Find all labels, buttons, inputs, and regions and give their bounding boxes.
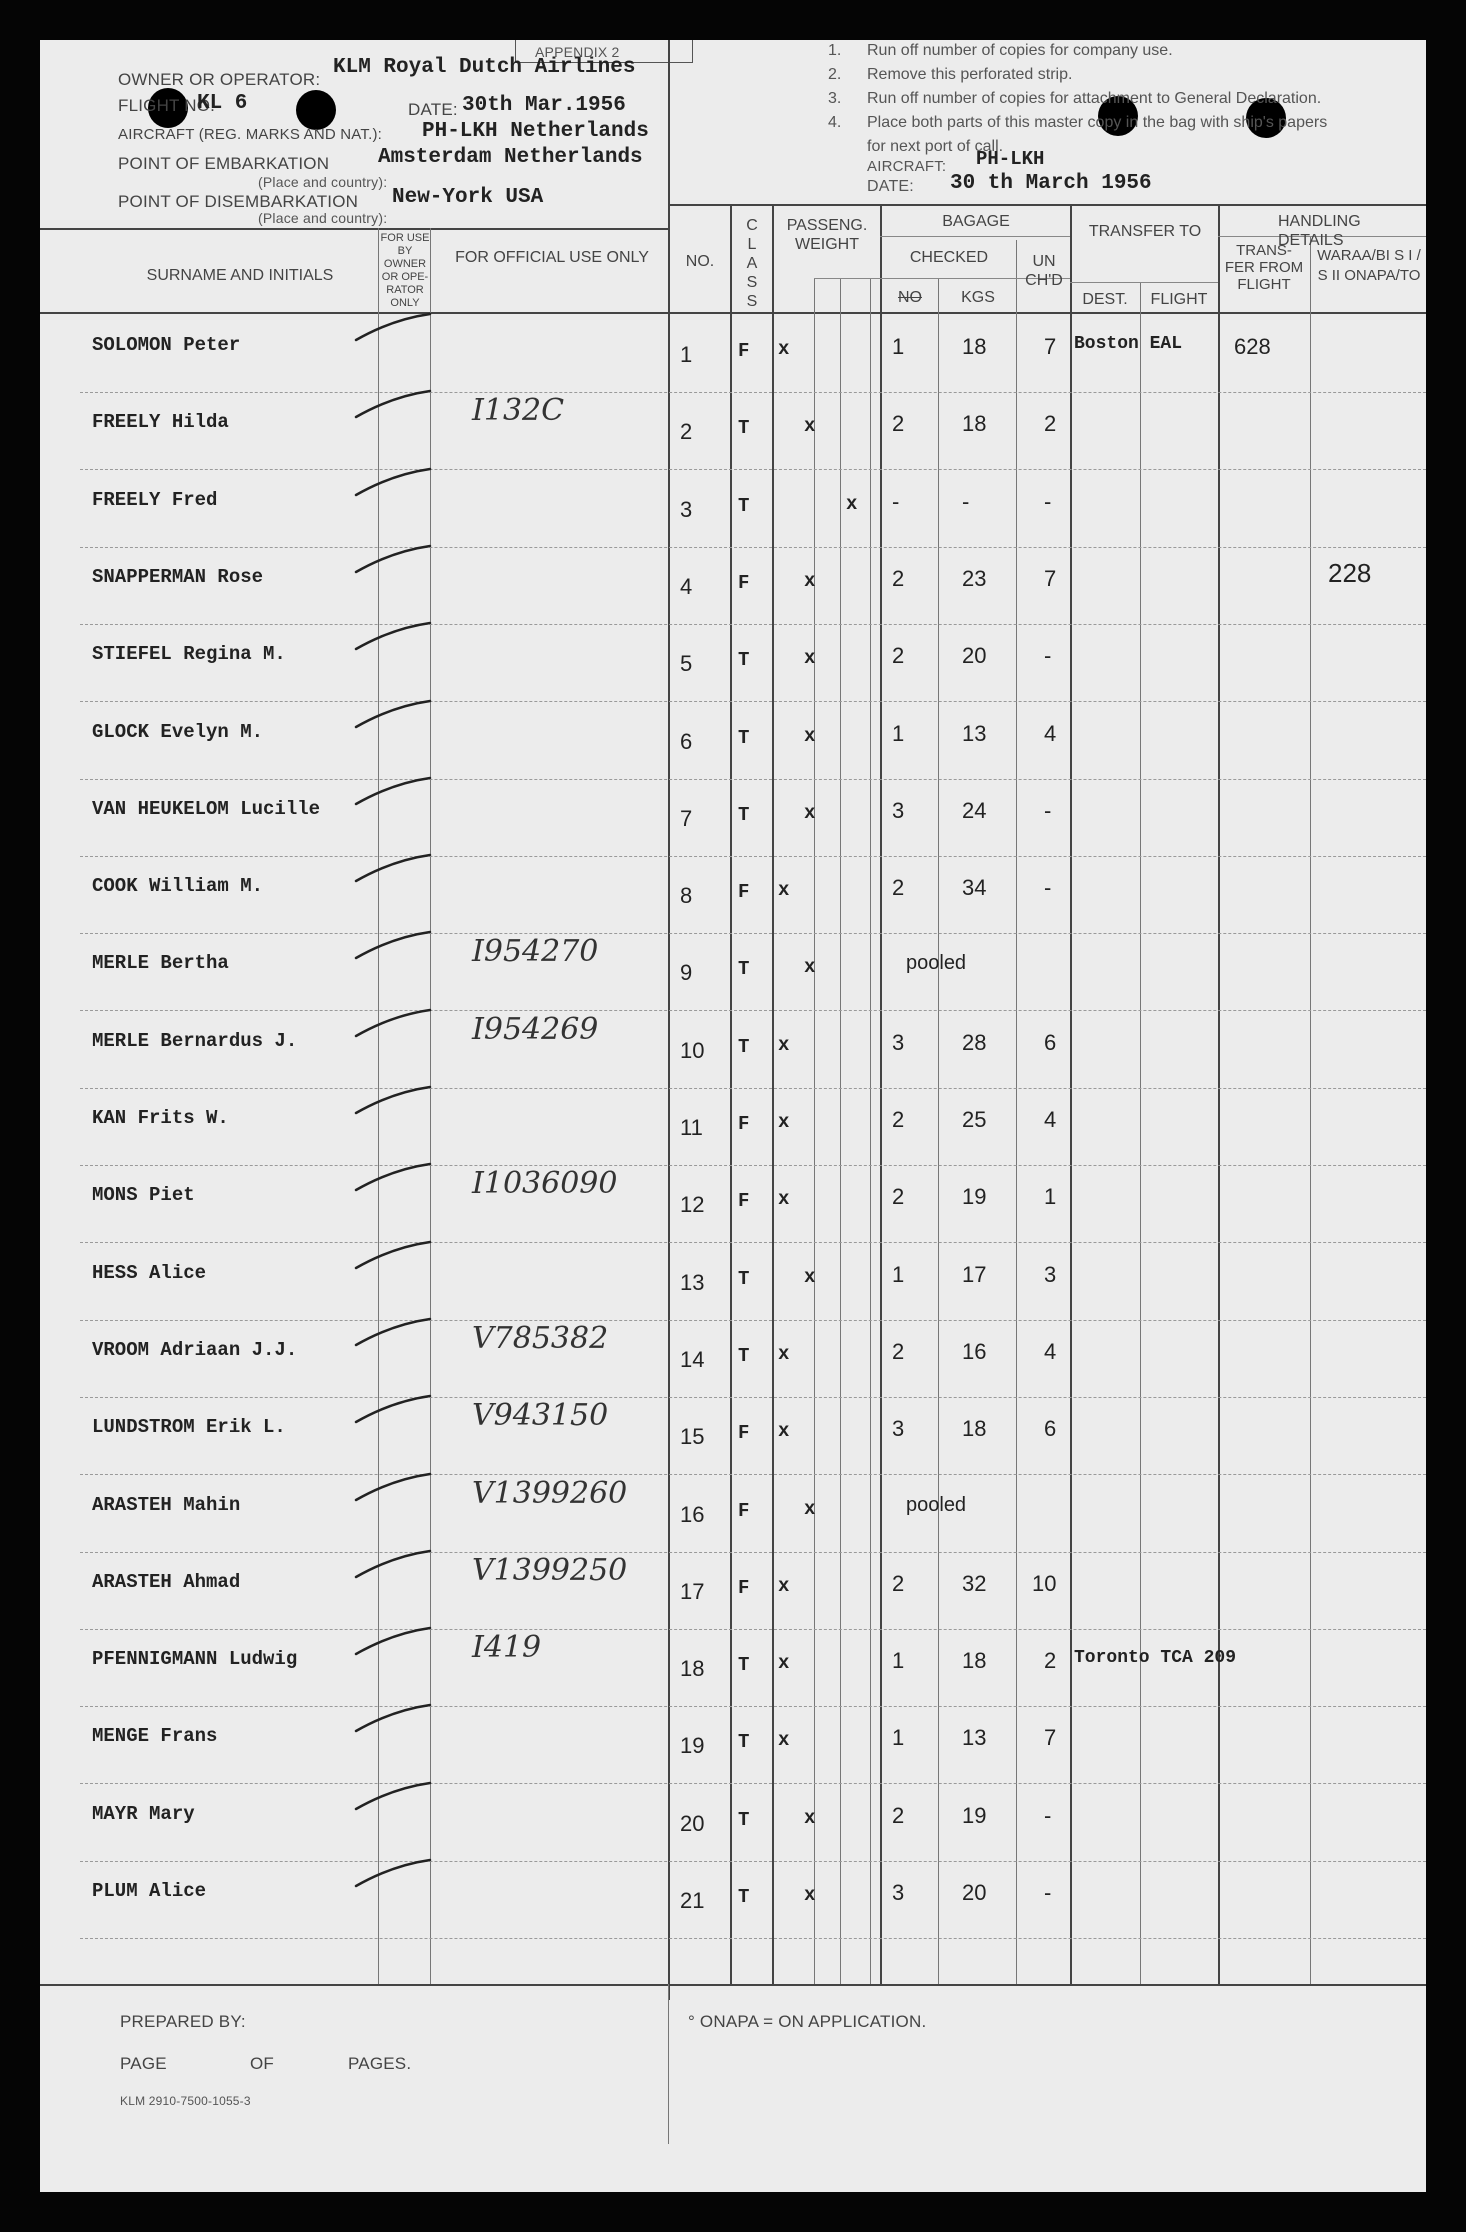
passenger-number: 21 [680, 1888, 705, 1913]
rule [668, 204, 1426, 206]
checkmark-icon [352, 387, 432, 421]
passenger-class: T [738, 1267, 750, 1290]
date-value: 30th Mar.1956 [462, 94, 626, 117]
baggage-count: 1 [892, 1725, 905, 1751]
passenger-class: T [738, 649, 750, 672]
of-label: OF [250, 2054, 275, 2073]
weight-mark: x [778, 1652, 790, 1675]
passenger-class: T [738, 1035, 750, 1058]
table-row [40, 1553, 1426, 1630]
instruction-number: 3. [828, 90, 842, 107]
passenger-number: 16 [680, 1501, 705, 1527]
passenger-class: T [738, 1808, 750, 1831]
passenger-class: T [738, 494, 750, 517]
weight-mark: x [778, 1574, 790, 1597]
checkmark-icon [352, 1238, 432, 1272]
passenger-number: 7 [680, 805, 693, 831]
instruction-number: 2. [828, 66, 842, 83]
flight-label: FLIGHT NO. [118, 96, 216, 115]
baggage-kgs: 19 [962, 1802, 987, 1828]
passenger-name: MONS Piet [92, 1184, 195, 1207]
baggage-count: 2 [892, 1184, 905, 1210]
embark-value: Amsterdam Netherlands [378, 146, 643, 169]
embark-label: POINT OF EMBARKATION [118, 154, 330, 173]
official-use-value: I132C [472, 393, 565, 429]
table-row [40, 393, 1426, 470]
col-transfer-header: TRANSFER TO [1088, 223, 1202, 240]
passenger-number: 11 [680, 1115, 703, 1140]
checkmark-icon [352, 1547, 432, 1581]
baggage-kgs: 13 [962, 720, 987, 746]
instruction-text: Run off number of copies for company use. [867, 42, 1173, 59]
baggage-count: 3 [892, 1880, 905, 1905]
col-class-header: C L A S S [746, 217, 758, 310]
strip-aircraft-label: AIRCRAFT: [867, 158, 947, 175]
baggage-pooled: pooled [906, 1493, 967, 1516]
col-dest-header: DEST. [1082, 291, 1128, 308]
passenger-class: F [738, 881, 750, 904]
table-row [40, 1012, 1426, 1089]
checkmark-icon [352, 1006, 432, 1040]
baggage-count: 2 [892, 875, 905, 901]
baggage-count: 2 [892, 411, 905, 437]
col-flight-header: FLIGHT [1150, 291, 1208, 308]
checkmark-icon [352, 1470, 432, 1504]
passenger-class: T [738, 958, 750, 981]
passenger-name: LUNDSTROM Erik L. [92, 1416, 286, 1439]
passenger-number: 5 [680, 651, 693, 677]
baggage-kgs: 18 [962, 1416, 987, 1442]
weight-mark: x [804, 415, 816, 438]
flight-value: KL 6 [197, 92, 248, 115]
passenger-class: T [738, 1731, 750, 1754]
passenger-class: T [738, 417, 750, 440]
baggage-count: 2 [892, 1570, 905, 1596]
aircraft-label: AIRCRAFT (REG. MARKS AND NAT.): [118, 126, 383, 143]
passenger-class: F [738, 1113, 750, 1135]
col-owner-use-header: FOR USE BY OWNER OR OPE-RATOR ONLY [380, 232, 430, 309]
transfer-from-flight: 628 [1234, 334, 1271, 359]
unchecked-count: 2 [1044, 411, 1057, 437]
table-row [40, 934, 1426, 1011]
passenger-class: F [738, 1422, 750, 1445]
table-row [40, 1476, 1426, 1553]
baggage-kgs: 19 [962, 1184, 987, 1210]
baggage-pooled: pooled [906, 952, 967, 975]
place-country-note: (Place and country): [258, 210, 388, 226]
prepared-by-label: PREPARED BY: [120, 2012, 246, 2031]
table-row [40, 625, 1426, 702]
passenger-class: T [738, 1886, 750, 1908]
date-label: DATE: [408, 100, 458, 119]
passenger-name: MAYR Mary [92, 1802, 195, 1825]
passenger-number: 9 [680, 960, 693, 986]
weight-mark: x [778, 1188, 790, 1211]
weight-mark: x [778, 1111, 790, 1133]
baggage-count: 3 [892, 1029, 905, 1055]
passenger-name: FREELY Fred [92, 488, 218, 511]
passenger-number: 1 [680, 342, 693, 367]
baggage-count: 2 [892, 1802, 905, 1828]
passenger-class: T [738, 803, 750, 826]
table-row [40, 1630, 1426, 1707]
baggage-count: 3 [892, 797, 905, 823]
col-handling-header: HANDLING DETAILS [1278, 213, 1361, 249]
unchecked-count: 7 [1044, 1725, 1057, 1751]
rule [880, 236, 1070, 237]
passenger-name: ARASTEH Ahmad [92, 1570, 241, 1593]
checkmark-icon [352, 1160, 432, 1194]
handling-value: 228 [1328, 557, 1372, 588]
baggage-kgs: 25 [962, 1107, 987, 1132]
weight-mark: x [778, 1420, 790, 1443]
baggage-kgs: 16 [962, 1338, 987, 1364]
weight-mark: x [804, 1265, 816, 1288]
place-country-note: (Place and country): [258, 174, 388, 190]
unchecked-count: 4 [1044, 720, 1057, 746]
table-row [40, 703, 1426, 780]
official-use-value: V1399250 [472, 1552, 628, 1588]
passenger-name: VAN HEUKELOM Lucille [92, 797, 321, 820]
unchecked-count: 7 [1044, 565, 1057, 591]
baggage-kgs: 13 [962, 1725, 987, 1751]
instruction-text: Run off number of copies for attachment to General Declaration. [867, 90, 1322, 107]
table-row [40, 548, 1426, 625]
weight-mark: x [804, 956, 816, 979]
punch-hole [296, 90, 336, 130]
table-row [40, 1166, 1426, 1243]
official-use-value: V943150 [472, 1398, 609, 1434]
checkmark-icon [352, 465, 432, 499]
appendix-label: APPENDIX 2 [535, 44, 620, 60]
col-no-header: NO. [685, 253, 715, 270]
weight-mark: x [804, 1806, 816, 1829]
official-use-value: V785382 [472, 1320, 609, 1356]
weight-mark: x [804, 801, 816, 824]
passenger-class: F [738, 340, 750, 362]
passenger-class: T [738, 1344, 750, 1367]
baggage-count: 2 [892, 1338, 905, 1364]
baggage-count: 2 [892, 565, 905, 591]
weight-mark: x [804, 647, 816, 670]
passenger-name: MERLE Bertha [92, 952, 229, 975]
checkmark-icon [352, 1315, 432, 1349]
official-use-value: I419 [472, 1630, 542, 1666]
passenger-class: F [738, 1576, 750, 1599]
passenger-class: F [738, 1190, 750, 1213]
table-row [40, 1244, 1426, 1321]
baggage-kgs: 20 [962, 643, 987, 669]
table-row [40, 1089, 1426, 1166]
passenger-name: FREELY Hilda [92, 411, 229, 434]
weight-mark: x [778, 338, 790, 360]
passenger-name: MENGE Frans [92, 1725, 218, 1748]
col-baggage-header: BAGAGE [942, 213, 1010, 230]
passenger-name: HESS Alice [92, 1261, 207, 1284]
table-row [40, 1785, 1426, 1862]
weight-mark: x [778, 1033, 790, 1056]
table-row [40, 1321, 1426, 1398]
unchecked-count: 6 [1044, 1029, 1057, 1055]
checkmark-icon [352, 619, 432, 653]
col-official-header: FOR OFFICIAL USE ONLY [455, 249, 649, 266]
rule [814, 278, 880, 279]
instruction-text: Place both parts of this master copy in the bag with ship's papers [867, 114, 1328, 131]
instruction-number: 1. [828, 42, 842, 59]
passenger-name: COOK William M. [92, 875, 264, 898]
unchecked-count: 1 [1044, 1184, 1057, 1210]
passenger-name: ARASTEH Mahin [92, 1493, 241, 1516]
unchecked-count: 7 [1044, 334, 1057, 359]
passenger-name: STIEFEL Regina M. [92, 643, 286, 666]
baggage-kgs: 32 [962, 1570, 987, 1596]
unchecked-count: - [1044, 643, 1052, 669]
form-number: KLM 2910-7500-1055-3 [120, 2094, 251, 2108]
checkmark-icon [352, 774, 432, 808]
checkmark-icon [352, 1083, 432, 1117]
col-transfer-from-header: TRANS- FER FROM FLIGHT [1224, 242, 1304, 293]
table-row [40, 780, 1426, 857]
unchecked-count: 6 [1044, 1416, 1057, 1442]
table-row [40, 471, 1426, 548]
checkmark-icon [352, 697, 432, 731]
passenger-number: 10 [680, 1037, 705, 1063]
table-row [40, 316, 1426, 393]
unchecked-count: - [1044, 797, 1052, 823]
passenger-number: 6 [680, 728, 693, 754]
pages-label: PAGES. [348, 2054, 412, 2073]
disembark-label: POINT OF DISEMBARKATION [118, 192, 359, 211]
table-row [40, 1862, 1426, 1939]
baggage-kgs: 18 [962, 1648, 987, 1674]
baggage-count: 2 [892, 1107, 905, 1132]
baggage-kgs: 28 [962, 1029, 987, 1055]
official-use-value: I954270 [472, 934, 599, 970]
footer-divider [668, 1984, 669, 2144]
passenger-name: GLOCK Evelyn M. [92, 720, 264, 743]
unchecked-count: 10 [1032, 1570, 1057, 1596]
passenger-name: KAN Frits W. [92, 1107, 229, 1129]
transfer-destination: Toronto TCA 209 [1074, 1648, 1237, 1669]
unchecked-count: - [1044, 875, 1052, 901]
passenger-number: 19 [680, 1733, 705, 1759]
weight-mark: x [846, 492, 858, 515]
weight-mark: x [804, 1497, 816, 1520]
passenger-class: F [738, 1499, 750, 1522]
passenger-number: 20 [680, 1810, 705, 1836]
passenger-number: 18 [680, 1656, 705, 1682]
checkmark-icon [352, 542, 432, 576]
unchecked-count: - [1044, 1802, 1052, 1828]
official-use-value: I1036090 [472, 1166, 618, 1202]
official-use-value: I954269 [472, 1011, 599, 1047]
table-row [40, 1398, 1426, 1475]
baggage-kgs: 23 [962, 565, 987, 591]
page-label: PAGE [120, 2054, 167, 2073]
checkmark-icon [352, 1624, 432, 1658]
baggage-count: - [892, 488, 900, 514]
passenger-number: 17 [680, 1578, 705, 1604]
passenger-class: T [738, 1654, 750, 1677]
passenger-number: 15 [680, 1424, 705, 1450]
baggage-kgs: - [962, 488, 970, 514]
onapa-note: ° ONAPA = ON APPLICATION. [688, 2012, 927, 2031]
aircraft-value: PH-LKH Netherlands [422, 120, 649, 143]
col-unchd-header: UN CH'D [1025, 253, 1063, 289]
passenger-name: PLUM Alice [92, 1880, 207, 1902]
col-waraa-header: WARAA/BI S I / S II ONAPA/TO [1317, 247, 1421, 284]
baggage-kgs: 20 [962, 1880, 987, 1905]
weight-mark: x [778, 1729, 790, 1752]
checkmark-icon [352, 851, 432, 885]
passenger-class: T [738, 726, 750, 749]
col-weight-header: PASSENG. WEIGHT [786, 217, 868, 253]
passenger-number: 14 [680, 1346, 705, 1372]
unchecked-count: 3 [1044, 1261, 1057, 1287]
row-rule [80, 1938, 1426, 1939]
unchecked-count: 2 [1044, 1648, 1057, 1674]
weight-mark: x [804, 569, 816, 592]
passenger-number: 12 [680, 1192, 705, 1218]
passenger-number: 3 [680, 496, 693, 522]
col-kgs-header: KGS [961, 289, 995, 306]
instruction-text: for next port of call. [867, 138, 1004, 155]
baggage-kgs: 18 [962, 411, 987, 437]
disembark-value: New-York USA [392, 186, 544, 209]
official-use-value: V1399260 [472, 1475, 628, 1511]
weight-mark: x [804, 724, 816, 747]
passenger-name: MERLE Bernardus J. [92, 1029, 298, 1052]
baggage-count: 1 [892, 1648, 905, 1674]
weight-mark: x [778, 1342, 790, 1365]
baggage-kgs: 18 [962, 334, 987, 359]
passenger-number: 2 [680, 419, 693, 445]
baggage-count: 3 [892, 1416, 905, 1442]
checkmark-icon [352, 1856, 432, 1890]
strip-date-label: DATE: [867, 178, 914, 195]
passenger-name: SOLOMON Peter [92, 334, 241, 356]
table-row [40, 1707, 1426, 1784]
baggage-kgs: 24 [962, 797, 987, 823]
checkmark-icon [352, 928, 432, 962]
baggage-kgs: 34 [962, 875, 987, 901]
instruction-number: 4. [828, 114, 842, 131]
passenger-manifest-page [40, 40, 1426, 2192]
passenger-name: PFENNIGMANN Ludwig [92, 1648, 298, 1671]
checkmark-icon [352, 1779, 432, 1813]
col-surname-header: SURNAME AND INITIALS [146, 267, 334, 284]
col-checked-header: CHECKED [909, 249, 989, 266]
checkmark-icon [352, 310, 432, 344]
transfer-destination: Boston EAL [1074, 334, 1183, 354]
passenger-class: F [738, 571, 750, 594]
checkmark-icon [352, 1392, 432, 1426]
unchecked-count: - [1044, 488, 1052, 514]
passenger-number: 4 [680, 573, 693, 599]
passenger-number: 13 [680, 1269, 705, 1295]
unchecked-count: - [1044, 1880, 1052, 1905]
weight-mark: x [778, 879, 790, 902]
strip-aircraft-value: PH-LKH [976, 148, 1045, 170]
instruction-text: Remove this perforated strip. [867, 66, 1073, 83]
strip-date-value: 30 th March 1956 [950, 172, 1152, 195]
passenger-name: VROOM Adriaan J.J. [92, 1338, 298, 1361]
baggage-count: 1 [892, 1261, 905, 1287]
weight-mark: x [804, 1884, 816, 1906]
baggage-count: 1 [892, 720, 905, 746]
owner-label: OWNER OR OPERATOR: [118, 70, 321, 89]
table-bottom-rule [40, 1984, 1426, 1986]
owner-value: KLM Royal Dutch Airlines [333, 56, 636, 79]
col-no-sub-header: NO [898, 289, 922, 306]
baggage-count: 1 [892, 334, 905, 359]
rule [1070, 282, 1218, 283]
table-row [40, 857, 1426, 934]
baggage-kgs: 17 [962, 1261, 987, 1287]
baggage-count: 2 [892, 643, 905, 669]
passenger-number: 8 [680, 883, 693, 909]
passenger-name: SNAPPERMAN Rose [92, 565, 264, 588]
unchecked-count: 4 [1044, 1107, 1057, 1132]
unchecked-count: 4 [1044, 1338, 1057, 1364]
checkmark-icon [352, 1701, 432, 1735]
rule [40, 228, 668, 230]
